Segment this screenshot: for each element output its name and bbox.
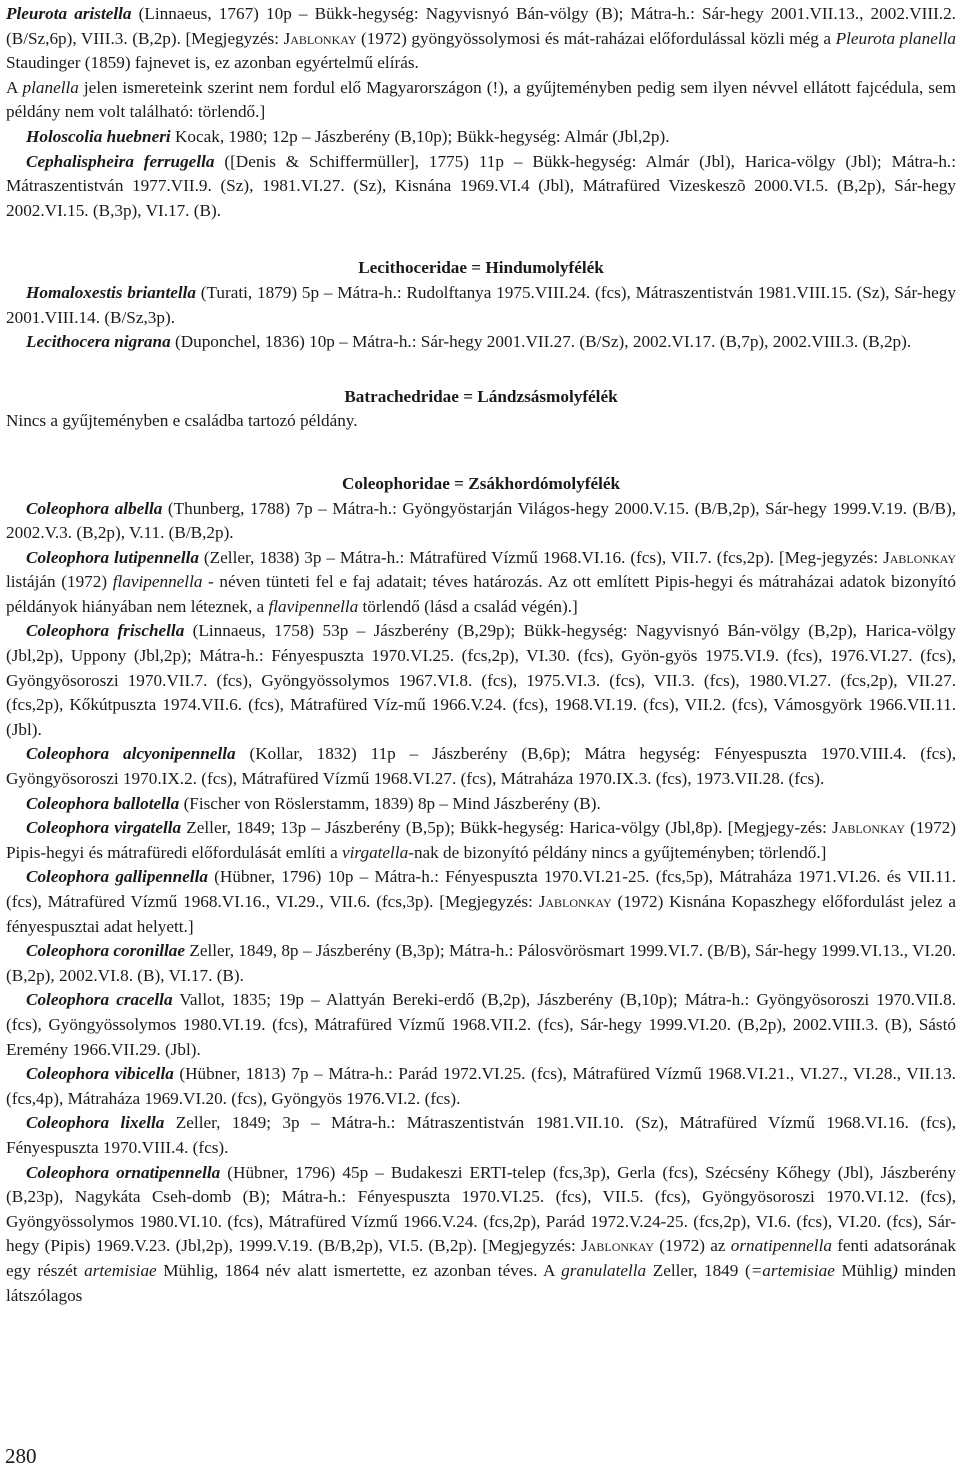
species-entry [6, 125, 956, 150]
entry-text: (1972) Pipis-hegyi és mátrafüredi előfordulását említi a [6, 818, 956, 862]
entry-text: (Zeller, 1838) 3p – Mátra-h.: Mátrafüred Vízmű 1968.VI.16. (fcs), VII.7. (fcs,2p). [Meg-jegyzés: [199, 547, 884, 567]
author-smallcaps: Jablonkay [581, 1236, 654, 1256]
italic-term: granulatella [561, 1260, 647, 1280]
section-gap [6, 355, 956, 385]
species-name: Coleophora lixella [26, 1113, 165, 1133]
italic-term: artemisiae [84, 1260, 157, 1280]
italic-term: =artemisiae [750, 1260, 835, 1280]
entry-text: Mühlig, 1864 név alatt ismertette, ez azonban téves. A [156, 1260, 562, 1280]
species-entry [6, 792, 956, 817]
species-name: Coleophora vibicella [26, 1064, 174, 1084]
species-entry [6, 1161, 956, 1309]
entry-text: fenti adatsorának egy részét [6, 1236, 956, 1280]
entry-text: (1972) az [653, 1236, 731, 1256]
entry-text: ([Denis & Schiffermüller], 1775) 11p – Bükk-hegység: Almár (Jbl), Harica-völgy (Jbl); Mátra-h.: Mátraszentistván 1977.VII.9. (Sz), 1981.VI.27. (Sz), Kisnána 1969.VI.4 (Jbl), Mátrafüred Vizeskeszõ 2000.VI.5. (B,2p), Sár-hegy 2002.VI.15. (B,3p), VI.17. (B). [6, 151, 956, 220]
author-smallcaps: Jablonkay [283, 28, 357, 48]
species-entry [6, 150, 956, 224]
species-entry [6, 1111, 956, 1160]
italic-term: Pleurota planella [835, 28, 956, 48]
species-name: Homaloxestis briantella [26, 282, 196, 302]
entry-text: Vallot, 1835; 19p – Alattyán Bereki-erdő (B,2p), Jászberény (B,10p); Mátra-h.: Gyöngyösoroszi 1970.VII.8. (fcs), Gyöngyössolymos 1980.VI.19. (fcs), Mátrafüred Vízmű 1968.VII.2. (fcs), Sár-hegy 1999.VI.20. (B,2p), 2002.VIII.3. (B), Sástó Eremény 1966.VII.29. (Jbl). [6, 990, 956, 1059]
entry-text: Zeller, 1849; 3p – Mátra-h.: Mátraszentistván 1981.VII.10. (Sz), Mátrafüred Vízmű 1968.VI.16. (fcs), Fényespuszta 1970.VIII.4. (fcs). [6, 1113, 956, 1157]
italic-term: ) [892, 1260, 898, 1280]
entry-text: A [6, 77, 23, 97]
entry-text: -nak de bizonyító példány nincs a gyűjteményben; törlendő.] [408, 842, 827, 862]
species-name: Coleophora gallipennella [26, 867, 208, 887]
entry-text: listáján (1972) [6, 572, 113, 592]
species-entry [6, 1062, 956, 1111]
species-entry [6, 939, 956, 988]
entry-text: Mühlig [834, 1260, 893, 1280]
species-entry [6, 2, 956, 76]
italic-term: flavipennella [112, 572, 203, 592]
species-name: Coleophora ornatipennella [26, 1162, 221, 1182]
species-entry [6, 816, 956, 865]
species-entry [6, 546, 956, 620]
entry-text: Zeller, 1849 ( [646, 1260, 751, 1280]
species-name: Coleophora frischella [26, 621, 185, 641]
italic-term: ornatipennella [730, 1236, 832, 1256]
species-name: Pleurota aristella [6, 4, 132, 23]
entry-text: (Thunberg, 1788) 7p – Mátra-h.: Gyöngyöstarján Világos-hegy 2000.V.15. (B/B,2p), Sár-hegy 1999.V.19. (B/B), 2002.V.3. (B,2p), V.11. (B/B,2p). [6, 498, 956, 543]
page-body [6, 2, 956, 1308]
entry-text: (Fischer von Röslerstamm, 1839) 8p – Mind Jászberény (B). [179, 793, 601, 813]
entry-text: Zeller, 1849, 8p – Jászberény (B,3p); Mátra-h.: Pálosvörösmart 1999.VI.7. (B/B), Sár-hegy 1999.VI.13., VI.20. (B,2p), 2002.VI.8. (B), VI.17. (B). [6, 941, 956, 985]
entry-text: (Duponchel, 1836) 10p – Mátra-h.: Sár-hegy 2001.VII.27. (B/Sz), 2002.VI.17. (B,7p), 2002.VIII.3. (B,2p). [170, 332, 912, 352]
species-name: Coleophora coronillae [26, 941, 186, 961]
italic-term: flavipennella [268, 596, 359, 616]
entry-text: (Turati, 1879) 5p – Mátra-h.: Rudolftanya 1975.VIII.24. (fcs), Mátraszentistván 1981.VIII.15. (Sz), Sár-hegy 2001.VIII.14. (B/Sz,3p). [6, 282, 956, 327]
species-entry [6, 865, 956, 939]
species-name: Coleophora albella [26, 498, 163, 518]
entry-text: Zeller, 1849; 13p – Jászberény (B,5p); Bükk-hegység: Harica-völgy (Jbl,8p). [Megjegy-zés: [181, 818, 833, 838]
species-name: Coleophora ballotella [26, 793, 180, 813]
entry-text: törlendő (lásd a család végén).] [358, 596, 578, 616]
italic-term: virgatella [342, 842, 409, 862]
entry-text: (Hübner, 1796) 45p – Budakeszi ERTI-telep (fcs,3p), Gerla (fcs), Szécsény Kőhegy (Jbl), Jászberény (B,23p), Nagykáta Cseh-domb (B); Mátra-h.: Fényespuszta 1970.VI.25. (fcs), VII.5. (fcs), Gyöngyösoroszi 1970.VI.12. (fcs), Gyöngyössolymos 1980.VI.10. (fcs), Mátrafüred Vízmű 1966.V.24. (fcs,2p), Parád 1972.V.24-25. (fcs,2p), VI.6. (fcs), VI.20. (fcs), Sár-hegy (Pipis) 1969.V.23. (Jbl,2p), 1999.V.19. (B/B,2p), VI.5. (B,2p). [Megjegyzés: [6, 1162, 956, 1256]
species-entry [6, 409, 956, 434]
page-number: 280 [5, 1444, 37, 1468]
species-entry [6, 742, 956, 791]
species-name: Coleophora virgatella [26, 818, 182, 838]
entry-text: jelen ismereteink szerint nem fordul elő Magyarországon (!), a gyűjteményben pedig sem ilyen névvel ellátott fajcédula, sem példány nem volt található: törlendő.] [6, 77, 956, 122]
family-heading: Lecithoceridae = Hindumolyfélék [358, 258, 604, 278]
species-name: Lecithocera nigrana [26, 332, 171, 352]
entry-text: (Linnaeus, 1758) 53p – Jászberény (B,29p); Bükk-hegység: Nagyvisnyó Bán-völgy (B,2p), Harica-völgy (Jbl,2p), Uppony (Jbl,2p); Mátra-h.: Fényespuszta 1970.VI.25. (fcs,2p), VI.30. (fcs), Gyön-gyös 1975.VI.9. (fcs), 1976.VI.27. (fcs), Gyöngyösoroszi 1970.VII.7. (fcs), Gyöngyössolymos 1967.VI.8. (fcs), 1975.VI.3. (fcs), VII.3. (fcs), 1980.VI.27. (fcs,2p), VII.27. (fcs,2p), Kőkútpuszta 1974.VII.6. (fcs), Mátrafüred Víz-mű 1966.V.24. (fcs), 1968.VI.19. (fcs), VII.2. (fcs), Vámosgyörk 1966.VII.11. (Jbl). [6, 621, 957, 739]
species-entry [6, 988, 956, 1062]
species-name: Holoscolia huebneri [26, 126, 171, 146]
species-name: Cephalispheira ferrugella [26, 151, 215, 171]
entry-text: (Hübner, 1796) 10p – Mátra-h.: Fényespuszta 1970.VI.21-25. (fcs,5p), Mátraháza 1971.VI.26. és VII.11. (fcs), Mátrafüred Vízmű 1968.VI.16., VI.29., VII.6. (fcs,3p). [Megjegyzés: [6, 867, 957, 911]
family-heading: Coleophoridae = Zsákhordómolyfélék [341, 473, 621, 493]
italic-term: planella [22, 77, 79, 97]
entry-text: Staudinger (1859) fajnevet is, ez azonban egyértelmű elírás. [6, 53, 419, 73]
family-heading: Batrachedridae = Lándzsásmolyfélék [344, 386, 618, 406]
author-smallcaps: Jablonkay [538, 892, 612, 911]
entry-text: (1972) gyöngyössolymosi és mát-raházai előfordulással közli még a [356, 28, 836, 48]
entry-text: (Kollar, 1832) 11p – Jászberény (B,6p); Mátra hegység: Fényespuszta 1970.VIII.4. (fcs), Gyöngyösoroszi 1970.IX.2. (fcs), Mátrafüred Vízmű 1968.VI.27. (fcs), Mátraháza 1970.IX.3. (fcs), 1973.VII.28. (fcs). [6, 744, 956, 789]
species-entry [6, 281, 956, 330]
entry-text: Kocak, 1980; 12p – Jászberény (B,10p); Bükk-hegység: Almár (Jbl,2p). [170, 126, 670, 146]
species-name: Coleophora lutipennella [26, 547, 200, 567]
species-entry [6, 76, 956, 125]
author-smallcaps: Jablonkay [883, 547, 956, 567]
species-entry [6, 330, 956, 355]
entry-text: minden látszólagos [6, 1260, 956, 1305]
entry-text: Nincs a gyűjteményben e családba tartozó példány. [6, 411, 358, 431]
species-name: Coleophora alcyonipennella [26, 744, 236, 764]
section-gap [6, 223, 956, 256]
species-entry [6, 497, 956, 546]
entry-text: (Linnaeus, 1767) 10p – Bükk-hegység: Nagyvisnyó Bán-völgy (B); Mátra-h.: Sár-hegy 2001.VII.13., 2002.VIII.2. (B/Sz,6p), VIII.3. (B,2p). [Megjegyzés: [6, 4, 956, 48]
entry-text: - néven tünteti fel e faj adatait; téves határozás. Az ott említett Pipis-hegyi és mátraházai adatok bizonyító példányok hiányában nem léteznek, a [6, 572, 956, 616]
species-name: Coleophora cracella [26, 990, 173, 1010]
entry-text: (1972) Kisnána Kopaszhegy előfordulást jelez a fényespusztai adat helyett.] [6, 892, 956, 936]
species-entry [6, 619, 956, 742]
entry-text: (Hübner, 1813) 7p – Mátra-h.: Parád 1972.VI.25. (fcs), Mátrafüred Vízmű 1968.VI.21., VI.27., VI.28., VII.13. (fcs,4p), Mátraháza 1969.VI.20. (fcs), Gyöngyös 1976.VI.2. (fcs). [6, 1064, 956, 1108]
author-smallcaps: Jablonkay [832, 818, 905, 838]
section-gap [6, 434, 956, 472]
